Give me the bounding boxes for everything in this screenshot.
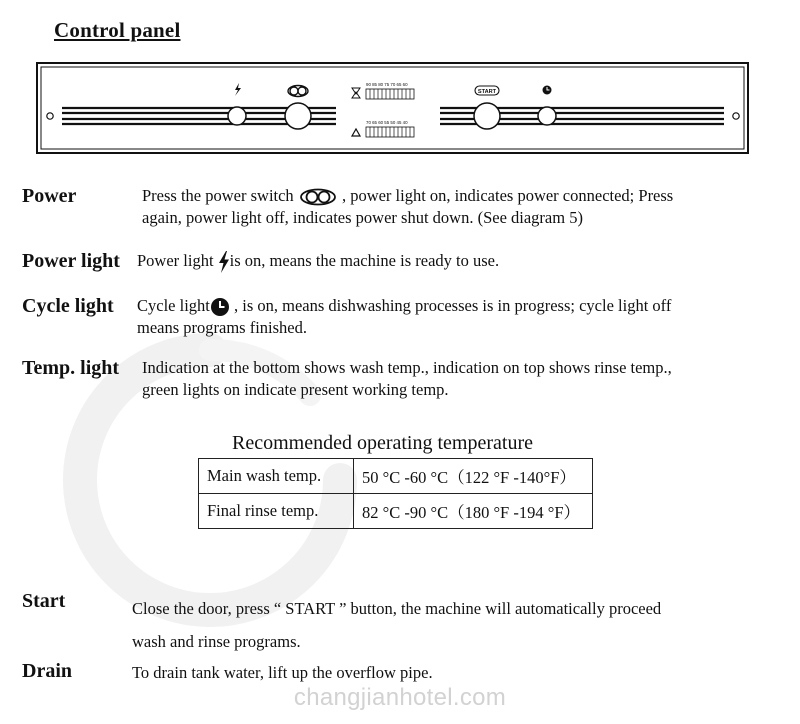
table-cell-value: 50 °C -60 °C（122 °F -140°F） <box>354 459 593 494</box>
power-light-text-b: is on, means the machine is ready to use. <box>229 251 500 270</box>
term-power: Power <box>22 185 77 207</box>
temp-light-text-a: Indication at the bottom shows wash temp., indication on top shows rinse temp., <box>142 358 672 377</box>
start-text-b: wash and rinse programs. <box>132 632 301 651</box>
power-light-lamp <box>228 107 246 125</box>
table-caption: Recommended operating temperature <box>232 432 533 454</box>
desc-temp-light <box>142 357 770 401</box>
start-button-knob <box>474 103 500 129</box>
wash-scale-labels: 70 65 60 55 50 45 40 <box>366 120 408 125</box>
start-button <box>475 86 499 95</box>
cycle-light-text-c: means programs finished. <box>137 318 308 338</box>
power-switch-knob <box>285 103 311 129</box>
term-cycle-light: Cycle light <box>22 295 114 317</box>
table-cell-label: Main wash temp. <box>199 459 354 494</box>
table-cell-label: Final rinse temp. <box>199 494 354 529</box>
watermark-text: changjianhotel.com <box>293 684 507 711</box>
section-drain <box>22 660 782 686</box>
term-start: Start <box>22 590 66 612</box>
cycle-light-icon <box>543 86 552 95</box>
section-cycle-light <box>22 295 782 339</box>
section-power <box>22 185 782 229</box>
clock-icon <box>210 297 230 317</box>
power-text-b: , power light on, indicates power connected; Press <box>341 186 674 205</box>
rinse-scale-labels: 90 85 80 75 70 65 60 <box>366 82 408 87</box>
section-temp-light <box>22 357 782 401</box>
power-text-a: Press the power switch <box>142 186 294 205</box>
cycle-light-lamp <box>538 107 556 125</box>
table-row <box>199 494 593 529</box>
temp-light-text-b: green lights on indicate present working temp. <box>142 380 449 399</box>
start-text-a: Close the door, press “ START ” button, the machine will automatically proceed <box>132 599 662 618</box>
cycle-light-text-a: Cycle light <box>137 296 210 315</box>
section-start <box>22 590 782 650</box>
power-switch-icon <box>298 188 338 206</box>
control-panel-diagram <box>36 62 749 154</box>
desc-drain <box>132 662 772 684</box>
page-title: Control panel <box>54 18 181 42</box>
term-power-light: Power light <box>22 250 120 272</box>
desc-cycle-light <box>137 295 770 339</box>
lightning-icon <box>218 251 230 273</box>
term-temp-light: Temp. light <box>22 357 120 379</box>
desc-power <box>142 185 770 229</box>
power-light-text-a: Power light <box>137 251 214 270</box>
start-label: START <box>477 89 497 95</box>
drain-text: To drain tank water, lift up the overflow pipe. <box>132 663 433 682</box>
desc-start <box>132 592 770 658</box>
table-row <box>199 459 593 494</box>
section-power-light <box>22 250 782 276</box>
table-cell-value: 82 °C -90 °C（180 °F -194 °F） <box>354 494 593 529</box>
cycle-light-text-b: , is on, means dishwashing processes is in progress; cycle light off <box>234 296 672 315</box>
temperature-table <box>198 458 593 529</box>
term-drain: Drain <box>22 660 72 682</box>
desc-power-light <box>137 250 777 273</box>
power-text-c: again, power light off, indicates power shut down. (See diagram 5) <box>142 208 583 227</box>
